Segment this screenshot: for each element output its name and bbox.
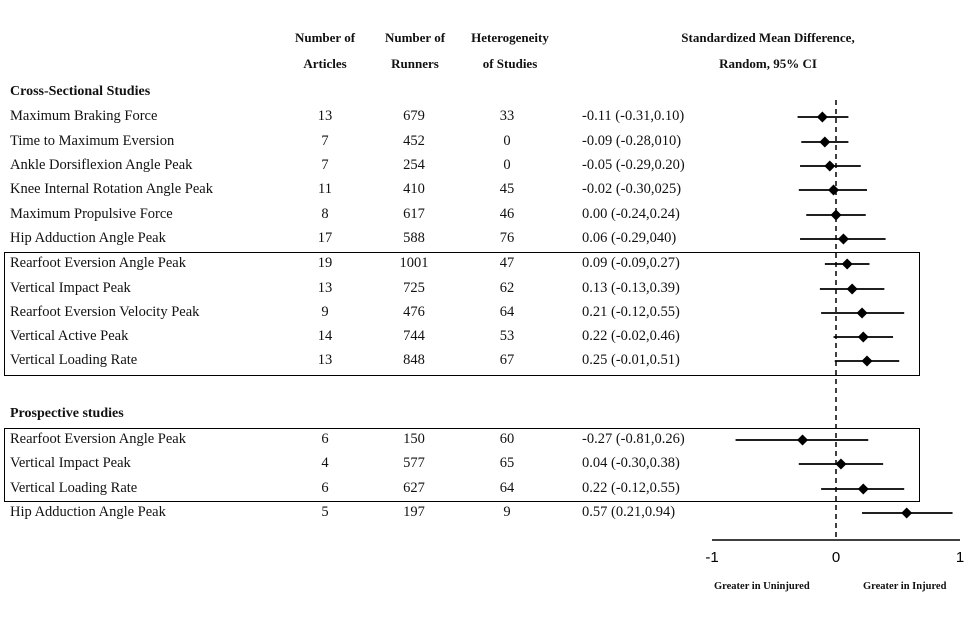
row-heterogeneity: 76 [499, 230, 515, 246]
row-heterogeneity: 64 [499, 304, 515, 320]
row-heterogeneity: 62 [499, 280, 515, 296]
point-estimate-diamond [842, 259, 853, 270]
row-ci-text: 0.22 (-0.02,0.46) [582, 328, 680, 344]
row-runners: 617 [403, 206, 425, 222]
x-tick-label: 0 [831, 549, 841, 566]
point-estimate-diamond [847, 284, 858, 295]
row-ci-text: 0.25 (-0.01,0.51) [582, 352, 680, 368]
point-estimate-diamond [838, 234, 849, 245]
row-label: Hip Adduction Angle Peak [10, 504, 166, 520]
row-label: Vertical Loading Rate [10, 480, 138, 496]
section-prospective: Prospective studies [10, 406, 124, 421]
header-heterogeneity-line2: of Studies [482, 56, 538, 71]
row-runners: 452 [403, 133, 425, 149]
point-estimate-diamond [824, 161, 835, 172]
row-label: Maximum Braking Force [10, 108, 158, 124]
row-runners: 588 [403, 230, 425, 246]
label-greater-uninjured: Greater in Uninjured [714, 581, 810, 592]
header-articles-line1: Number of [294, 30, 356, 45]
point-estimate-diamond [858, 332, 869, 343]
row-articles: 4 [321, 455, 329, 471]
row-ci-text: 0.04 (-0.30,0.38) [582, 455, 680, 471]
row-articles: 6 [321, 480, 329, 496]
row-runners: 577 [403, 455, 425, 471]
row-heterogeneity: 64 [499, 480, 515, 496]
row-articles: 6 [321, 431, 329, 447]
header-heterogeneity-line1: Heterogeneity [471, 30, 549, 45]
row-heterogeneity: 60 [499, 431, 515, 447]
row-ci-text: 0.57 (0.21,0.94) [582, 504, 676, 520]
header-smd-line2: Random, 95% CI [719, 56, 817, 71]
row-articles: 7 [321, 157, 329, 173]
row-runners: 476 [403, 304, 425, 320]
row-ci-text: -0.05 (-0.29,0.20) [582, 157, 685, 173]
point-estimate-diamond [797, 435, 808, 446]
row-label: Rearfoot Eversion Angle Peak [10, 255, 186, 271]
row-runners: 679 [403, 108, 425, 124]
row-articles: 19 [317, 255, 333, 271]
row-articles: 13 [317, 108, 333, 124]
row-articles: 13 [317, 280, 333, 296]
row-label: Rearfoot Eversion Angle Peak [10, 431, 186, 447]
row-label: Vertical Loading Rate [10, 352, 138, 368]
point-estimate-diamond [901, 508, 912, 519]
x-tick-label: -1 [705, 549, 719, 566]
row-heterogeneity: 53 [499, 328, 515, 344]
row-label: Time to Maximum Eversion [10, 133, 175, 149]
row-articles: 17 [317, 230, 333, 246]
row-heterogeneity: 33 [499, 108, 515, 124]
row-ci-text: -0.02 (-0.30,025) [582, 181, 682, 197]
row-runners: 254 [403, 157, 425, 173]
point-estimate-diamond [862, 356, 873, 367]
header-runners-line1: Number of [384, 30, 446, 45]
point-estimate-diamond [828, 185, 839, 196]
x-tick-label: 1 [955, 549, 965, 566]
row-ci-text: 0.00 (-0.24,0.24) [582, 206, 680, 222]
point-estimate-diamond [817, 112, 828, 123]
row-ci-text: -0.09 (-0.28,010) [582, 133, 682, 149]
header-articles-line2: Articles [303, 56, 347, 71]
row-articles: 8 [321, 206, 329, 222]
row-runners: 725 [403, 280, 425, 296]
row-ci-text: 0.21 (-0.12,0.55) [582, 304, 680, 320]
row-runners: 197 [403, 504, 425, 520]
row-ci-text: -0.27 (-0.81,0.26) [582, 431, 685, 447]
row-label: Ankle Dorsiflexion Angle Peak [10, 157, 193, 173]
row-ci-text: 0.09 (-0.09,0.27) [582, 255, 680, 271]
row-label: Vertical Impact Peak [10, 280, 131, 296]
row-articles: 9 [321, 304, 329, 320]
row-heterogeneity: 46 [499, 206, 515, 222]
row-heterogeneity: 47 [499, 255, 515, 271]
row-ci-text: -0.11 (-0.31,0.10) [582, 108, 685, 124]
row-articles: 11 [318, 181, 332, 197]
row-articles: 13 [317, 352, 333, 368]
row-label: Knee Internal Rotation Angle Peak [10, 181, 213, 197]
row-articles: 5 [321, 504, 329, 520]
row-runners: 744 [403, 328, 425, 344]
row-label: Vertical Active Peak [10, 328, 129, 344]
row-label: Vertical Impact Peak [10, 455, 131, 471]
row-ci-text: 0.06 (-0.29,040) [582, 230, 677, 246]
row-runners: 410 [403, 181, 425, 197]
row-runners: 848 [403, 352, 425, 368]
row-heterogeneity: 0 [503, 157, 511, 173]
point-estimate-diamond [857, 308, 868, 319]
row-ci-text: 0.13 (-0.13,0.39) [582, 280, 680, 296]
row-label: Rearfoot Eversion Velocity Peak [10, 304, 200, 320]
point-estimate-diamond [835, 459, 846, 470]
row-runners: 627 [403, 480, 425, 496]
row-label: Maximum Propulsive Force [10, 206, 173, 222]
row-heterogeneity: 9 [503, 504, 511, 520]
row-ci-text: 0.22 (-0.12,0.55) [582, 480, 680, 496]
header-runners-line2: Runners [391, 56, 439, 71]
row-heterogeneity: 65 [499, 455, 515, 471]
row-runners: 1001 [399, 255, 429, 271]
label-greater-injured: Greater in Injured [863, 581, 947, 592]
section-cross-sectional: Cross-Sectional Studies [10, 84, 151, 99]
row-heterogeneity: 45 [499, 181, 515, 197]
row-heterogeneity: 67 [499, 352, 515, 368]
point-estimate-diamond [819, 137, 830, 148]
row-label: Hip Adduction Angle Peak [10, 230, 166, 246]
row-articles: 7 [321, 133, 329, 149]
row-runners: 150 [403, 431, 425, 447]
point-estimate-diamond [858, 484, 869, 495]
header-smd-line1: Standardized Mean Difference, [681, 30, 855, 45]
row-heterogeneity: 0 [503, 133, 511, 149]
row-articles: 14 [317, 328, 333, 344]
